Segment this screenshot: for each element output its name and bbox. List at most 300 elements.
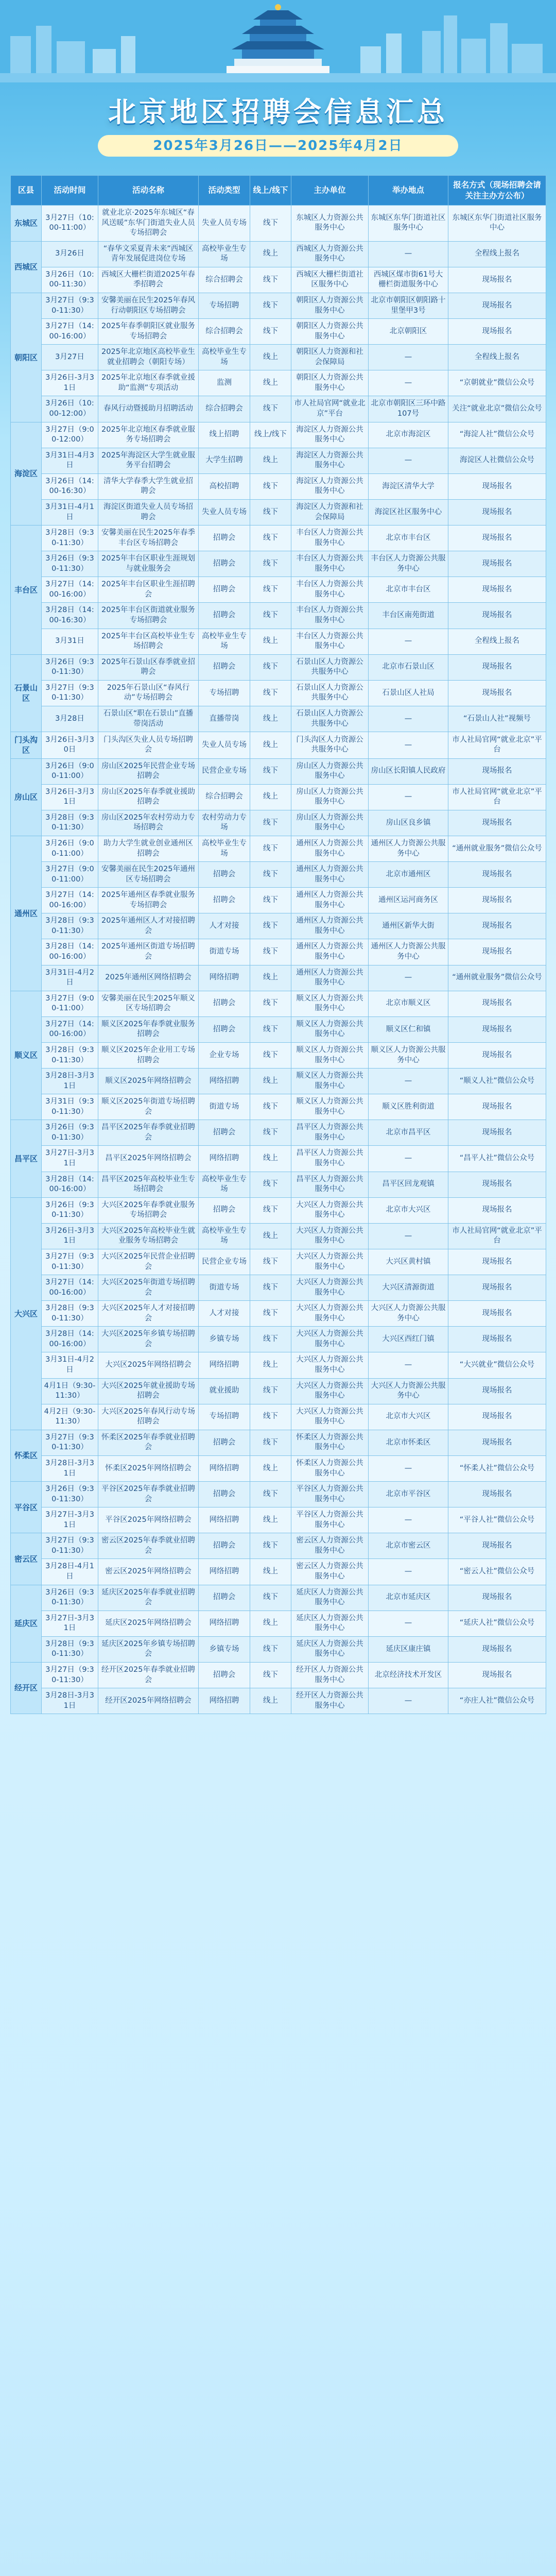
- event-type-cell: 高校招聘: [199, 473, 250, 499]
- organizer-cell: 海淀区人力资源公共服务中心: [291, 448, 369, 473]
- table-row: [11, 370, 546, 396]
- venue-cell: —: [369, 1559, 448, 1585]
- event-name-cell: 平谷区2025年网络招聘会: [98, 1507, 199, 1533]
- event-name-cell: 2025年北京地区高校毕业生就业招聘会（朝阳专场）: [98, 345, 199, 370]
- event-time-cell: 3月26日（9:00-11:00）: [42, 758, 98, 784]
- organizer-cell: 通州区人力资源公共服务中心: [291, 836, 369, 861]
- registration-method-cell: 现场报名: [448, 1275, 546, 1301]
- registration-method-cell: 现场报名: [448, 1249, 546, 1275]
- registration-method-cell: “石景山人社”视频号: [448, 706, 546, 732]
- district-cell: 经开区: [11, 1662, 42, 1714]
- event-type-cell: 招聘会: [199, 551, 250, 577]
- organizer-cell: 丰台区人力资源公共服务中心: [291, 629, 369, 654]
- event-name-cell: 安馨美丽在民生2025年春风行动朝阳区专场招聘会: [98, 293, 199, 318]
- venue-cell: —: [369, 732, 448, 759]
- event-name-cell: 大兴区2025年春风行动专场招聘会: [98, 1404, 199, 1430]
- event-time-cell: 3月27日（9:30-11:30）: [42, 680, 98, 706]
- online-offline-cell: 线上: [250, 784, 291, 810]
- event-name-cell: 顺义区2025年春季就业服务招聘会: [98, 1016, 199, 1042]
- event-name-cell: 延庆区2025年乡镇专场招聘会: [98, 1636, 199, 1662]
- table-row: [11, 319, 546, 345]
- table-row: [11, 1559, 546, 1585]
- event-type-cell: 监测: [199, 370, 250, 396]
- organizer-cell: 大兴区人力资源公共服务中心: [291, 1301, 369, 1327]
- event-name-cell: 2025年北京地区春季就业援助“监测”专项活动: [98, 370, 199, 396]
- online-offline-cell: 线上: [250, 1223, 291, 1249]
- table-row: [11, 810, 546, 836]
- event-type-cell: 招聘会: [199, 888, 250, 913]
- organizer-cell: 平谷区人力资源公共服务中心: [291, 1507, 369, 1533]
- event-type-cell: 高校毕业生专场: [199, 345, 250, 370]
- registration-method-cell: 现场报名: [448, 473, 546, 499]
- venue-cell: —: [369, 1507, 448, 1533]
- event-name-cell: 房山区2025年农村劳动力专场招聘会: [98, 810, 199, 836]
- event-type-cell: 招聘会: [199, 1430, 250, 1455]
- registration-method-cell: 现场报名: [448, 1094, 546, 1120]
- event-name-cell: 房山区2025年春季就业援助招聘会: [98, 784, 199, 810]
- online-offline-cell: 线上: [250, 1611, 291, 1636]
- organizer-cell: 朝阳区人力资源公共服务中心: [291, 370, 369, 396]
- venue-cell: 北京经济技术开发区: [369, 1662, 448, 1688]
- event-type-cell: 专场招聘: [199, 680, 250, 706]
- event-time-cell: 3月27日（9:30-11:30）: [42, 1430, 98, 1455]
- event-type-cell: 失业人员专场: [199, 499, 250, 525]
- table-row: [11, 1016, 546, 1042]
- event-name-cell: 顺义区2025年企业用工专场招聘会: [98, 1042, 199, 1068]
- event-time-cell: 3月27日（10:00-11:00）: [42, 206, 98, 242]
- column-header: 活动类型: [199, 176, 250, 206]
- event-time-cell: 3月31日-4月3日: [42, 448, 98, 473]
- online-offline-cell: 线上: [250, 370, 291, 396]
- organizer-cell: 丰台区人力资源公共服务中心: [291, 577, 369, 603]
- column-header: 区县: [11, 176, 42, 206]
- registration-method-cell: “怀柔人社”微信公众号: [448, 1455, 546, 1481]
- organizer-cell: 通州区人力资源公共服务中心: [291, 913, 369, 939]
- event-name-cell: 顺义区2025年街道专场招聘会: [98, 1094, 199, 1120]
- table-row: [11, 836, 546, 861]
- event-type-cell: 综合招聘会: [199, 784, 250, 810]
- event-time-cell: 3月27日（9:30-11:30）: [42, 1249, 98, 1275]
- district-cell: 门头沟区: [11, 732, 42, 759]
- venue-cell: —: [369, 1352, 448, 1378]
- district-cell: 石景山区: [11, 654, 42, 732]
- registration-method-cell: 现场报名: [448, 1533, 546, 1559]
- organizer-cell: 顺义区人力资源公共服务中心: [291, 1042, 369, 1068]
- event-name-cell: 2025年通州区街道专场招聘会: [98, 939, 199, 965]
- organizer-cell: 门头沟区人力资源公共服务中心: [291, 732, 369, 759]
- event-type-cell: 线上招聘: [199, 422, 250, 448]
- venue-cell: 北京市大兴区: [369, 1404, 448, 1430]
- table-row: [11, 1378, 546, 1404]
- registration-method-cell: 现场报名: [448, 1327, 546, 1352]
- organizer-cell: 东城区人力资源公共服务中心: [291, 206, 369, 242]
- venue-cell: 北京市大兴区: [369, 1197, 448, 1223]
- registration-method-cell: 现场报名: [448, 758, 546, 784]
- venue-cell: 房山区良乡镇: [369, 810, 448, 836]
- venue-cell: 大兴区西红门镇: [369, 1327, 448, 1352]
- event-name-cell: 延庆区2025年春季就业招聘会: [98, 1585, 199, 1611]
- event-type-cell: 高校毕业生专场: [199, 1172, 250, 1197]
- online-offline-cell: 线上: [250, 1559, 291, 1585]
- event-name-cell: 门头沟区失业人员专场招聘会: [98, 732, 199, 759]
- table-row: [11, 241, 546, 267]
- district-cell: 东城区: [11, 206, 42, 242]
- venue-cell: 北京市丰台区: [369, 577, 448, 603]
- venue-cell: 北京市海淀区: [369, 422, 448, 448]
- venue-cell: 北京朝阳区: [369, 319, 448, 345]
- table-row: [11, 551, 546, 577]
- event-type-cell: 高校毕业生专场: [199, 1223, 250, 1249]
- event-name-cell: 就业北京·2025年东城区“春风送暖”东华门街道失业人员专场招聘会: [98, 206, 199, 242]
- online-offline-cell: 线下: [250, 991, 291, 1016]
- district-cell: 海淀区: [11, 422, 42, 526]
- event-type-cell: 乡镇专场: [199, 1636, 250, 1662]
- online-offline-cell: 线下: [250, 1327, 291, 1352]
- online-offline-cell: 线下: [250, 1404, 291, 1430]
- event-name-cell: 怀柔区2025年春季就业招聘会: [98, 1430, 199, 1455]
- table-row: [11, 629, 546, 654]
- online-offline-cell: 线上: [250, 706, 291, 732]
- venue-cell: —: [369, 1146, 448, 1172]
- online-offline-cell: 线上: [250, 1507, 291, 1533]
- event-time-cell: 3月27日-3月31日: [42, 1611, 98, 1636]
- event-type-cell: 高校毕业生专场: [199, 836, 250, 861]
- registration-method-cell: 海淀区人社微信公众号: [448, 448, 546, 473]
- event-time-cell: 4月2日（9:30-11:30）: [42, 1404, 98, 1430]
- event-time-cell: 3月26日（9:30-11:30）: [42, 654, 98, 680]
- table-row: [11, 1662, 546, 1688]
- organizer-cell: 密云区人力资源公共服务中心: [291, 1559, 369, 1585]
- event-time-cell: 3月31日: [42, 629, 98, 654]
- venue-cell: 通州区人力资源公共服务中心: [369, 836, 448, 861]
- event-type-cell: 大学生招聘: [199, 448, 250, 473]
- event-name-cell: 昌平区2025年网络招聘会: [98, 1146, 199, 1172]
- table-row: [11, 1172, 546, 1197]
- venue-cell: 大兴区黄村镇: [369, 1249, 448, 1275]
- table-row: [11, 603, 546, 629]
- column-header: 报名方式（现场招聘会请关注主办方公布）: [448, 176, 546, 206]
- event-time-cell: 3月28日（9:30-11:30）: [42, 1636, 98, 1662]
- registration-method-cell: 现场报名: [448, 1482, 546, 1507]
- venue-cell: 海淀区清华大学: [369, 473, 448, 499]
- event-time-cell: 3月26日（10:00-12:00）: [42, 396, 98, 422]
- registration-method-cell: 现场报名: [448, 1662, 546, 1688]
- table-row: [11, 1223, 546, 1249]
- online-offline-cell: 线下: [250, 1301, 291, 1327]
- event-time-cell: 3月31日（9:30-11:30）: [42, 1094, 98, 1120]
- table-row: [11, 1120, 546, 1146]
- event-time-cell: 3月28日-3月31日: [42, 1069, 98, 1094]
- registration-method-cell: 现场报名: [448, 913, 546, 939]
- district-cell: 通州区: [11, 836, 42, 991]
- table-row: [11, 1197, 546, 1223]
- table-row: [11, 680, 546, 706]
- event-time-cell: 3月26日（9:30-11:30）: [42, 1197, 98, 1223]
- organizer-cell: 延庆区人力资源公共服务中心: [291, 1611, 369, 1636]
- event-time-cell: 3月27日（9:30-11:30）: [42, 1662, 98, 1688]
- registration-method-cell: “顺义人社”微信公众号: [448, 1069, 546, 1094]
- event-type-cell: 街道专场: [199, 1094, 250, 1120]
- table-row: [11, 862, 546, 888]
- event-name-cell: 大兴区2025年高校毕业生就业服务专场招聘会: [98, 1223, 199, 1249]
- registration-method-cell: 现场报名: [448, 1016, 546, 1042]
- online-offline-cell: 线下: [250, 836, 291, 861]
- registration-method-cell: “昌平人社”微信公众号: [448, 1146, 546, 1172]
- event-type-cell: 人才对接: [199, 1301, 250, 1327]
- event-name-cell: 2025年石景山区“春风行动”专场招聘会: [98, 680, 199, 706]
- event-time-cell: 3月28日（14:00-16:00）: [42, 1327, 98, 1352]
- job-fair-table: [10, 175, 546, 1714]
- district-cell: 大兴区: [11, 1197, 42, 1430]
- table-row: [11, 1688, 546, 1714]
- table-row: [11, 293, 546, 318]
- online-offline-cell: 线下: [250, 319, 291, 345]
- district-cell: 平谷区: [11, 1482, 42, 1533]
- online-offline-cell: 线上: [250, 1455, 291, 1481]
- event-name-cell: 大兴区2025年街道专场招聘会: [98, 1275, 199, 1301]
- event-name-cell: 2025年通州区春季就业服务专场招聘会: [98, 888, 199, 913]
- event-time-cell: 3月28日: [42, 706, 98, 732]
- venue-cell: 北京市昌平区: [369, 1120, 448, 1146]
- event-type-cell: 农村劳动力专场: [199, 810, 250, 836]
- event-time-cell: 3月27日: [42, 345, 98, 370]
- event-name-cell: 大兴区2025年网络招聘会: [98, 1352, 199, 1378]
- online-offline-cell: 线下: [250, 1378, 291, 1404]
- event-type-cell: 人才对接: [199, 913, 250, 939]
- event-time-cell: 3月26日（9:30-11:30）: [42, 551, 98, 577]
- table-row: [11, 577, 546, 603]
- organizer-cell: 石景山区人力资源公共服务中心: [291, 706, 369, 732]
- online-offline-cell: 线下: [250, 1094, 291, 1120]
- event-type-cell: 专场招聘: [199, 293, 250, 318]
- organizer-cell: 顺义区人力资源公共服务中心: [291, 1069, 369, 1094]
- venue-cell: 顺义区胜利街道: [369, 1094, 448, 1120]
- registration-method-cell: 全程线上报名: [448, 241, 546, 267]
- event-name-cell: 密云区2025年春季就业招聘会: [98, 1533, 199, 1559]
- event-name-cell: 2025年丰台区职业生涯招聘会: [98, 577, 199, 603]
- event-type-cell: 就业援助: [199, 1378, 250, 1404]
- event-type-cell: 网络招聘: [199, 1688, 250, 1714]
- venue-cell: 大兴区人力资源公共服务中心: [369, 1378, 448, 1404]
- online-offline-cell: 线上: [250, 241, 291, 267]
- event-time-cell: 3月27日（9:00-12:00）: [42, 422, 98, 448]
- online-offline-cell: 线上: [250, 965, 291, 991]
- event-time-cell: 3月31日-4月1日: [42, 499, 98, 525]
- online-offline-cell: 线上: [250, 1688, 291, 1714]
- event-type-cell: 网络招聘: [199, 1611, 250, 1636]
- registration-method-cell: 现场报名: [448, 293, 546, 318]
- table-row: [11, 1611, 546, 1636]
- event-name-cell: 安馨美丽在民生2025年春季丰台区专场招聘会: [98, 526, 199, 551]
- event-type-cell: 街道专场: [199, 1275, 250, 1301]
- registration-method-cell: 现场报名: [448, 526, 546, 551]
- event-type-cell: 招聘会: [199, 654, 250, 680]
- column-header: 活动时间: [42, 176, 98, 206]
- online-offline-cell: 线下: [250, 577, 291, 603]
- venue-cell: 大兴区人力资源公共服务中心: [369, 1301, 448, 1327]
- event-type-cell: 乡镇专场: [199, 1327, 250, 1352]
- event-name-cell: 昌平区2025年春季就业招聘会: [98, 1120, 199, 1146]
- online-offline-cell: 线上: [250, 345, 291, 370]
- event-type-cell: 招聘会: [199, 603, 250, 629]
- registration-method-cell: “京朝就业”微信公众号: [448, 370, 546, 396]
- table-row: [11, 939, 546, 965]
- event-time-cell: 3月27日（9:30-11:30）: [42, 1533, 98, 1559]
- event-name-cell: “春华文采夏青未来”西城区青年发展促进岗位专场: [98, 241, 199, 267]
- venue-cell: —: [369, 784, 448, 810]
- online-offline-cell: 线下: [250, 293, 291, 318]
- event-time-cell: 3月26日（10:00-11:30）: [42, 267, 98, 293]
- district-cell: 延庆区: [11, 1585, 42, 1662]
- event-name-cell: 大兴区2025年就业援助专场招聘会: [98, 1378, 199, 1404]
- registration-method-cell: 现场报名: [448, 267, 546, 293]
- event-name-cell: 经开区2025年春季就业招聘会: [98, 1662, 199, 1688]
- online-offline-cell: 线上: [250, 448, 291, 473]
- registration-method-cell: 现场报名: [448, 1197, 546, 1223]
- event-name-cell: 2025年通州区人才对接招聘会: [98, 913, 199, 939]
- online-offline-cell: 线上: [250, 732, 291, 759]
- registration-method-cell: 现场报名: [448, 1585, 546, 1611]
- venue-cell: 北京市通州区: [369, 862, 448, 888]
- event-name-cell: 清华大学春季大学生就业招聘会: [98, 473, 199, 499]
- venue-cell: 北京市丰台区: [369, 526, 448, 551]
- venue-cell: 北京市怀柔区: [369, 1430, 448, 1455]
- registration-method-cell: 现场报名: [448, 810, 546, 836]
- event-type-cell: 招聘会: [199, 862, 250, 888]
- page-title: 北京地区招聘会信息汇总: [108, 96, 448, 128]
- event-type-cell: 综合招聘会: [199, 319, 250, 345]
- table-row: [11, 1352, 546, 1378]
- organizer-cell: 石景山区人力资源公共服务中心: [291, 654, 369, 680]
- table-header: [11, 176, 546, 206]
- organizer-cell: 大兴区人力资源公共服务中心: [291, 1197, 369, 1223]
- event-name-cell: 2025年丰台区高校毕业生专场招聘会: [98, 629, 199, 654]
- table-row: [11, 499, 546, 525]
- event-type-cell: 失业人员专场: [199, 206, 250, 242]
- venue-cell: 北京市密云区: [369, 1533, 448, 1559]
- event-time-cell: 3月26日-3月31日: [42, 370, 98, 396]
- event-time-cell: 3月26日-3月31日: [42, 784, 98, 810]
- column-header: 线上/线下: [250, 176, 291, 206]
- online-offline-cell: 线下: [250, 888, 291, 913]
- registration-method-cell: 现场报名: [448, 991, 546, 1016]
- venue-cell: 顺义区人力资源公共服务中心: [369, 1042, 448, 1068]
- table-row: [11, 732, 546, 759]
- event-name-cell: 密云区2025年网络招聘会: [98, 1559, 199, 1585]
- venue-cell: 北京市石景山区: [369, 654, 448, 680]
- table-row: [11, 526, 546, 551]
- event-time-cell: 3月28日（9:30-11:30）: [42, 1301, 98, 1327]
- organizer-cell: 顺义区人力资源公共服务中心: [291, 1094, 369, 1120]
- column-header: 活动名称: [98, 176, 199, 206]
- organizer-cell: 通州区人力资源公共服务中心: [291, 862, 369, 888]
- venue-cell: 北京市朝阳区朝阳路十里堡甲3号: [369, 293, 448, 318]
- event-type-cell: 民营企业专场: [199, 758, 250, 784]
- organizer-cell: 昌平区人力资源公共服务中心: [291, 1172, 369, 1197]
- event-time-cell: 3月27日-3月31日: [42, 1146, 98, 1172]
- organizer-cell: 海淀区人力资源公共服务中心: [291, 422, 369, 448]
- registration-method-cell: 现场报名: [448, 680, 546, 706]
- venue-cell: —: [369, 345, 448, 370]
- organizer-cell: 通州区人力资源公共服务中心: [291, 939, 369, 965]
- event-time-cell: 3月26日-3月30日: [42, 732, 98, 759]
- registration-method-cell: “延庆人社”微信公众号: [448, 1611, 546, 1636]
- organizer-cell: 昌平区人力资源公共服务中心: [291, 1120, 369, 1146]
- registration-method-cell: 现场报名: [448, 1378, 546, 1404]
- table-row: [11, 1094, 546, 1120]
- table-row: [11, 1585, 546, 1611]
- online-offline-cell: 线下: [250, 862, 291, 888]
- online-offline-cell: 线下: [250, 810, 291, 836]
- registration-method-cell: “通州就业服务”微信公众号: [448, 965, 546, 991]
- event-name-cell: 顺义区2025年网络招聘会: [98, 1069, 199, 1094]
- event-name-cell: 2025年丰台区职业生涯规划与就业服务会: [98, 551, 199, 577]
- organizer-cell: 大兴区人力资源公共服务中心: [291, 1275, 369, 1301]
- table-row: [11, 965, 546, 991]
- event-time-cell: 3月28日（9:30-11:30）: [42, 526, 98, 551]
- event-name-cell: 2025年石景山区春季就业招聘会: [98, 654, 199, 680]
- event-time-cell: 3月26日-3月31日: [42, 1223, 98, 1249]
- event-time-cell: 3月28日（9:30-11:30）: [42, 1042, 98, 1068]
- table-row: [11, 1146, 546, 1172]
- event-type-cell: 招聘会: [199, 1197, 250, 1223]
- online-offline-cell: 线下: [250, 267, 291, 293]
- venue-cell: —: [369, 1455, 448, 1481]
- table-row: [11, 1533, 546, 1559]
- event-type-cell: 网络招聘: [199, 1507, 250, 1533]
- organizer-cell: 昌平区人力资源公共服务中心: [291, 1146, 369, 1172]
- event-type-cell: 招聘会: [199, 1533, 250, 1559]
- table-row: [11, 991, 546, 1016]
- online-offline-cell: 线下: [250, 1430, 291, 1455]
- table-row: [11, 888, 546, 913]
- online-offline-cell: 线上/线下: [250, 422, 291, 448]
- online-offline-cell: 线下: [250, 913, 291, 939]
- event-type-cell: 街道专场: [199, 939, 250, 965]
- organizer-cell: 丰台区人力资源公共服务中心: [291, 551, 369, 577]
- event-type-cell: 综合招聘会: [199, 396, 250, 422]
- table-row: [11, 345, 546, 370]
- event-time-cell: 3月27日（14:00-16:00）: [42, 1016, 98, 1042]
- event-name-cell: 房山区2025年民营企业专场招聘会: [98, 758, 199, 784]
- registration-method-cell: 现场报名: [448, 1301, 546, 1327]
- event-type-cell: 企业专场: [199, 1042, 250, 1068]
- district-cell: 怀柔区: [11, 1430, 42, 1481]
- online-offline-cell: 线下: [250, 551, 291, 577]
- organizer-cell: 市人社局官网“就业北京”平台: [291, 396, 369, 422]
- event-type-cell: 失业人员专场: [199, 732, 250, 759]
- online-offline-cell: 线下: [250, 1120, 291, 1146]
- table-row: [11, 206, 546, 242]
- organizer-cell: 朝阳区人力资源和社会保障局: [291, 345, 369, 370]
- table-row: [11, 1301, 546, 1327]
- event-name-cell: 平谷区2025年春季就业招聘会: [98, 1482, 199, 1507]
- online-offline-cell: 线下: [250, 1482, 291, 1507]
- event-name-cell: 海淀区街道失业人员专场招聘会: [98, 499, 199, 525]
- online-offline-cell: 线上: [250, 1146, 291, 1172]
- organizer-cell: 怀柔区人力资源公共服务中心: [291, 1455, 369, 1481]
- organizer-cell: 顺义区人力资源公共服务中心: [291, 991, 369, 1016]
- table-row: [11, 267, 546, 293]
- table-body: [11, 206, 546, 1714]
- event-type-cell: 招聘会: [199, 577, 250, 603]
- online-offline-cell: 线下: [250, 1275, 291, 1301]
- registration-method-cell: 关注“就业北京”微信公众号: [448, 396, 546, 422]
- registration-method-cell: 现场报名: [448, 1120, 546, 1146]
- registration-method-cell: 现场报名: [448, 1404, 546, 1430]
- event-type-cell: 专场招聘: [199, 1404, 250, 1430]
- organizer-cell: 房山区人力资源公共服务中心: [291, 810, 369, 836]
